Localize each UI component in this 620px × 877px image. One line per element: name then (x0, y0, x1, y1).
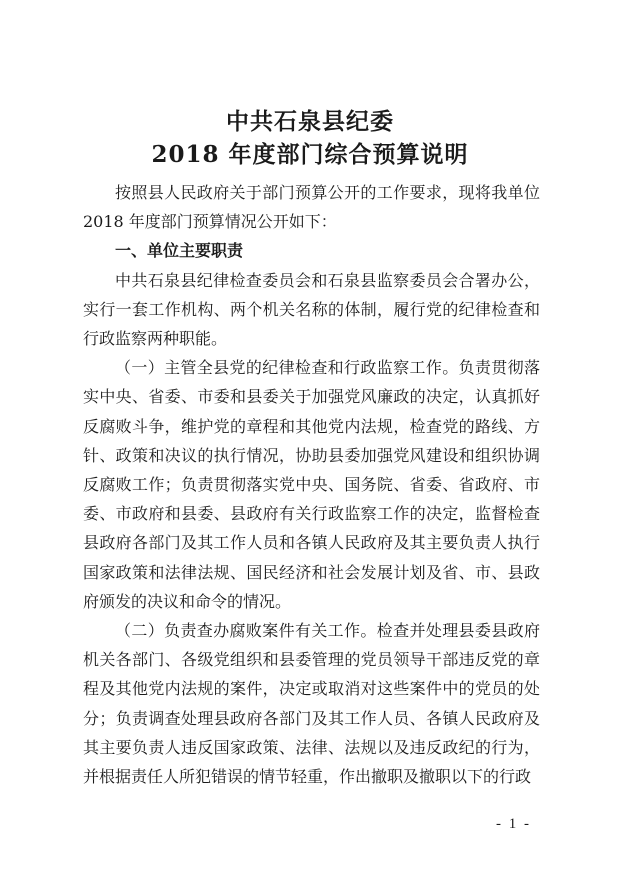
document-title-line2: 2018 年度部门综合预算说明 (151, 141, 469, 168)
duty-item-2: （二）负责查办腐败案件有关工作。检查并处理县委县政府机关各部门、各级党组织和县委管理的党员领导干部违反党的章程及其他党内法规的案件，决定或取消对这些案件中的党员的处分；负责调查处理县政府各部门及其工作人员、各镇人民政府及其主要负责人违反国家政策、法律、法规以及违反政纪的行为，并根据责任人所犯错误的情节轻重，作出撤职及撤职以下的行政 (83, 621, 540, 787)
section-heading: 一、单位主要职责 (115, 241, 244, 261)
page-number: - 1 - (496, 816, 531, 832)
document-title-line1: 中共石泉县纪委 (226, 108, 394, 135)
duties-paragraph: 中共石泉县纪律检查委员会和石泉县监察委员会合署办公，实行一套工作机构、两个机关名称的体制，履行党的纪律检查和行政监察两种职能。 (83, 270, 540, 349)
intro-paragraph: 按照县人民政府关于部门预算公开的工作要求，现将我单位2018 年度部门预算情况公开如下： (83, 183, 540, 232)
document-body (83, 178, 540, 791)
duty-item-1: （一）主管全县党的纪律检查和行政监察工作。负责贯彻落实中央、省委、市委和县委关于加强党风廉政的决定，认真抓好反腐败斗争，维护党的章程和其他党内法规，检查党的路线、方针、政策和决议的执行情况，协助县委加强党风建设和组织协调反腐败工作；负责贯彻落实党中央、国务院、省委、省政府、市委、市政府和县委、县政府有关行政监察工作的决定，监督检查县政府各部门及其工作人员和各镇人民政府及其主要负责人执行国家政策和法律法规、国民经济和社会发展计划及省、市、县政府颁发的决议和命令的情况。 (83, 358, 540, 611)
